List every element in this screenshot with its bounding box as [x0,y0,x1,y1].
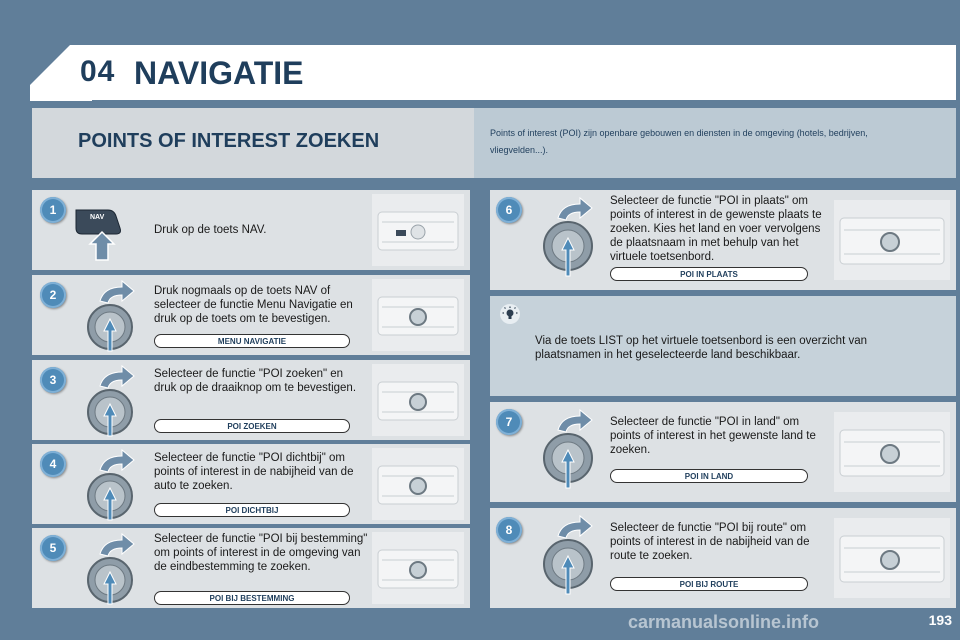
step-number-badge: 7 [496,409,522,435]
rotary-knob-icon [82,279,142,353]
menu-label: POI IN PLAATS [610,267,808,281]
step-2 [32,275,470,355]
step-8 [490,508,956,608]
step-text: Selecteer de functie "POI dichtbij" om points of interest in de nabijheid van de auto te zoeken. [154,452,354,492]
radio-panel-image [372,448,464,520]
step-6 [490,190,956,290]
menu-label: POI DICHTBIJ [154,503,350,517]
rotary-knob-icon [82,448,142,522]
menu-label: POI IN LAND [610,469,808,483]
step-text: Druk op de toets NAV. [154,224,267,236]
step-text: Druk nogmaals op de toets NAV of selecteer de functie Menu Navigatie en druk op de toets om te bevestigen. [154,285,353,325]
step-number-badge: 4 [40,451,66,477]
step-number-badge: 8 [496,517,522,543]
rotary-knob-icon [540,514,600,598]
step-text: Selecteer de functie "POI bij bestemming" om points of interest in de omgeving van de eindbestemming te zoeken. [154,533,368,573]
section-title: POINTS OF INTEREST ZOEKEN [78,130,380,152]
rotary-knob-icon [540,196,600,280]
step-text: Selecteer de functie "POI bij route" om points of interest in de nabijheid van de route te zoeken. [610,522,810,562]
page-number: 193 [928,612,952,628]
step-number-badge: 1 [40,197,66,223]
radio-panel-image [834,518,950,598]
step-number-badge: 6 [496,197,522,223]
radio-panel-image [372,194,464,266]
nav-button-icon [74,202,134,264]
nav-button-label: NAV [90,214,105,221]
radio-panel-image [834,200,950,280]
step-5 [32,528,470,608]
step-number-badge: 3 [40,367,66,393]
step-1 [32,190,470,270]
chapter-number: 04 [80,55,116,88]
step-number-badge: 2 [40,282,66,308]
rotary-knob-icon [82,364,142,438]
step-3 [32,360,470,440]
radio-panel-image [372,364,464,436]
lightbulb-icon [500,304,520,324]
menu-label: POI BIJ BESTEMMING [154,591,350,605]
step-4 [32,444,470,524]
menu-label: POI ZOEKEN [154,419,350,433]
section-intro-text: Points of interest (POI) zijn openbare gebouwen en diensten in de omgeving (hotels, bedrijven, vliegvelden...). [490,128,868,155]
step-text: Selecteer de functie "POI zoeken" en druk op de draaiknop om te bevestigen. [154,368,357,394]
rotary-knob-icon [540,408,600,492]
menu-label: POI BIJ ROUTE [610,577,808,591]
radio-panel-image [372,279,464,351]
chapter-title: NAVIGATIE [134,55,304,91]
step-number-badge: 5 [40,535,66,561]
menu-label: MENU NAVIGATIE [154,334,350,348]
step-text: Selecteer de functie "POI in plaats" om points of interest in de gewenste plaats te zoeken. Kies het land en voer vervolgens de plaatsnaam in met behulp van het virtuele toetsenbord. [610,195,822,263]
rotary-knob-icon [82,532,142,606]
watermark: carmanualsonline.info [628,612,820,632]
radio-panel-image [372,532,464,604]
step-7 [490,402,956,502]
tip-text: Via de toets LIST op het virtuele toetsenbord is een overzicht van plaatsnamen in het geselecteerde land beschikbaar. [535,335,868,361]
step-text: Selecteer de functie "POI in land" om points of interest in het gewenste land te zoeken. [610,416,816,456]
radio-panel-image [834,412,950,492]
